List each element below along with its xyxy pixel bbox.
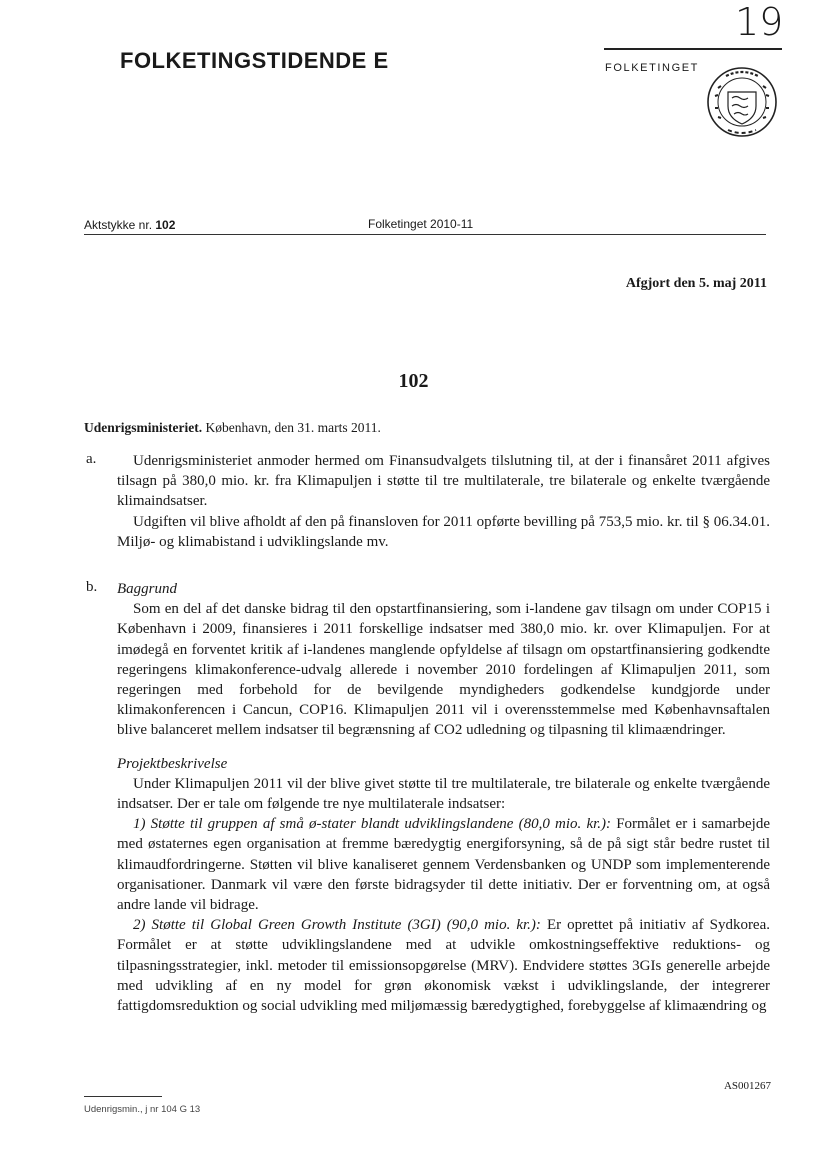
issuer-line <box>84 420 381 436</box>
document-code: AS001267 <box>723 1080 771 1092</box>
footnote-rule <box>84 1096 162 1097</box>
project-item-2 <box>117 915 770 1016</box>
section-a-body <box>117 451 770 552</box>
issuer-place-date: København, den 31. marts 2011. <box>205 420 381 435</box>
aktstykke-value: 102 <box>155 218 176 232</box>
item-1-title: 1) Støtte til gruppen af små ø-stater blandt udviklingslandene (80,0 mio. kr.): <box>133 816 612 833</box>
handwritten-page-number: 19 <box>735 0 784 44</box>
project-heading: Projektbeskrivelse <box>117 755 228 772</box>
item-2-text: Er oprettet på initiativ af Sydkorea. Formålet er at støtte udviklingslandene med at udvikle omkostningseffektive reduktions- og tilpasningsstrategier, inkl. metoder til emissionsopgørelse (MRV). Endvidere støttes 3GIs generelle arbejde med udvikling af en ny model for grøn økonomisk vækst i udviklingslande, der integrerer fattigdomsreduktion og social udvikling med miljømæssig bæredygtighed, forebyggelse af klimaændring og <box>117 917 771 1015</box>
item-1-text: Formålet er i samarbejde med østaternes egen organisation at fremme bæredygtig energiforsyning, så de på sigt står bedre rustet til klimaudfordringerne. Støtten vil blive kanaliseret gennem Verdensbanken og UNDP som implementerende organisationer. Danmark vil være den første bidragsyder til dette initiativ. Der er forventning om, at også andre lande vil bidrage. <box>117 816 770 914</box>
session-label: Folketinget 2010-11 <box>368 217 474 231</box>
section-b-body <box>117 579 770 1016</box>
footnote-reference: Udenrigsmin., j nr 104 G 13 <box>84 1104 201 1115</box>
background-heading: Baggrund <box>117 581 177 597</box>
section-b-marker: b. <box>86 579 98 595</box>
institution-label: FOLKETINGET <box>605 62 699 74</box>
background-paragraph: Som en del af det danske bidrag til den opstartfinansiering, som i-landene gav tilsagn om under COP15 i København i 2009, finansieres i 2011 forskellige indsatser med 380,0 mio. kr. over Klimapuljen. For at imødegå en forventet kritik af i-landenes manglende opfyldelse af tilsagn om opstartfinansiering godkendte regeringens klimakonference-udvalg allerede i november 2010 fordelingen af Klimapuljen 2011, som regeringen med forbehold for de bevilgende myndigheders godkendelse kundgjorde under klimakonferencen i Cancun, COP16. Klimapuljen 2011 vil i overensstemmelse med Københavnsaftalen blive balanceret mellem indsatser til begrænsning af CO2 udledning og tilpasning til klimaændringer. <box>117 601 770 739</box>
item-2-title: 2) Støtte til Global Green Growth Institute (3GI) (90,0 mio. kr.): <box>133 917 541 934</box>
publication-title: FOLKETINGSTIDENDE E <box>120 48 389 73</box>
section-a-paragraph-2: Udgiften vil blive afholdt af den på finansloven for 2011 opførte bevilling på 753,5 mio. kr. til § 06.34.01. Miljø- og klimabistand i udviklingslande mv. <box>117 513 770 550</box>
institution-rule <box>604 48 782 50</box>
document-number: 102 <box>398 370 429 392</box>
header-divider <box>84 234 766 235</box>
section-a-marker: a. <box>86 451 97 467</box>
issuer-name: Udenrigsministeriet. <box>84 420 203 435</box>
decision-date: Afgjort den 5. maj 2011 <box>625 276 767 291</box>
section-a-paragraph-1: Udenrigsministeriet anmoder hermed om Finansudvalgets tilslutning til, at der i finansåret 2011 afgives tilsagn på 380,0 mio. kr. fra Klimapuljen i støtte til tre multilaterale, tre bilaterale og enkelte tværgående klimaindsatser. <box>117 453 770 510</box>
folketinget-seal-icon <box>706 66 778 138</box>
aktstykke-number <box>84 218 175 232</box>
aktstykke-label: Aktstykke nr. <box>84 218 153 232</box>
project-item-1 <box>117 814 770 915</box>
project-intro: Under Klimapuljen 2011 vil der blive givet støtte til tre multilaterale, tre bilaterale og enkelte tværgående indsatser. Der er tale om følgende tre nye multilaterale indsatser: <box>117 775 770 813</box>
